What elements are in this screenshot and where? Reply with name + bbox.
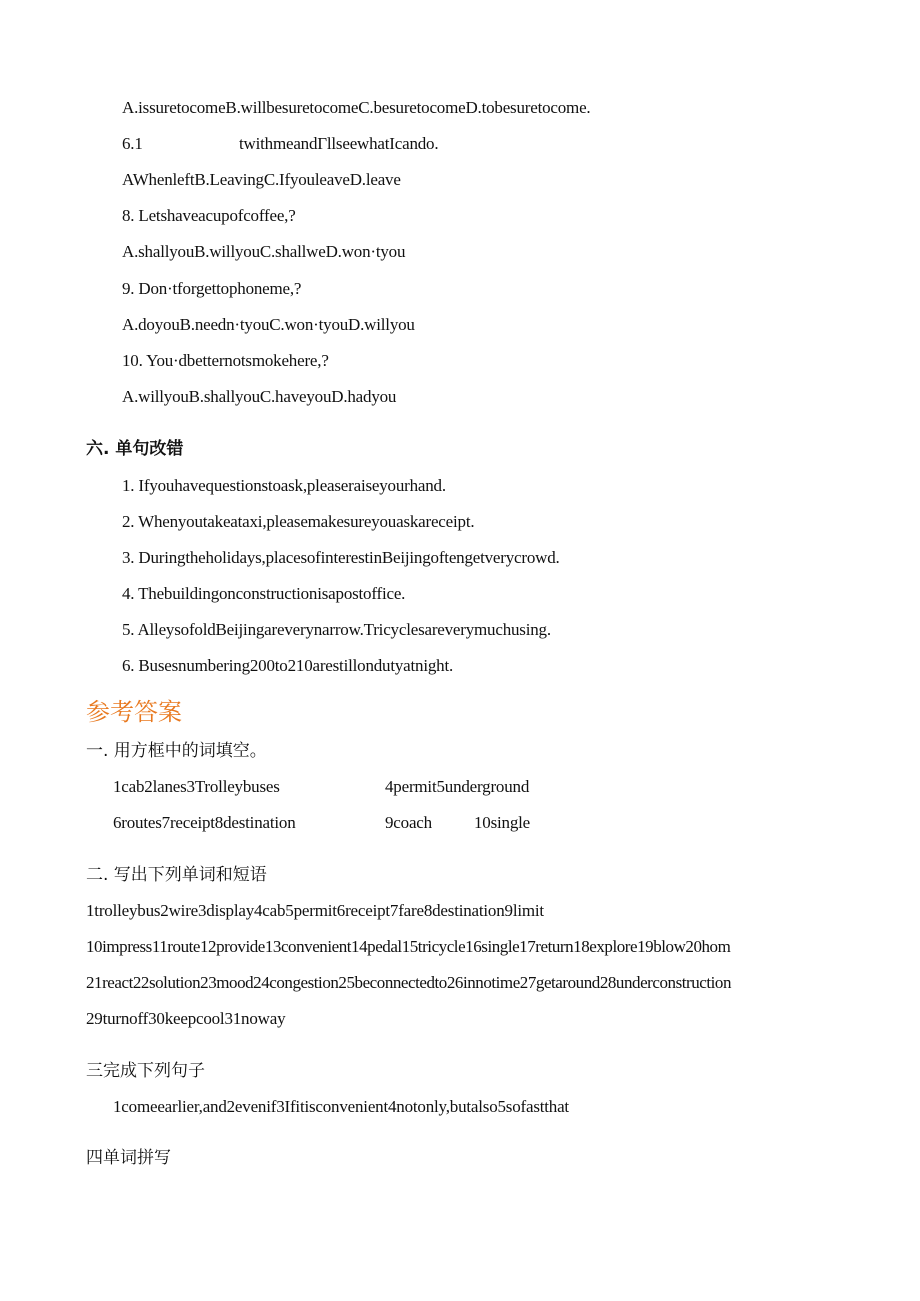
q6-options: AWhenleftB.LeavingC.IfyouleaveD.leave xyxy=(122,170,401,189)
answers-title: 参考答案 xyxy=(86,698,182,726)
answers-part1-title: 一. 用方框中的词填空。 xyxy=(86,741,267,761)
q6-text: twithmeandΓllseewhatIcando. xyxy=(239,134,439,153)
section6-title: 六. 单句改错 xyxy=(86,439,184,459)
answers-part2-line: 10impress11route12provide13convenient14pedal15tricycle16single17return18explore19blow20hom xyxy=(86,937,731,956)
answers-part1-row2-b: 9coach xyxy=(385,813,432,832)
q9-options: A.doyouB.needn·tyouC.won·tyouD.willyou xyxy=(122,315,415,334)
q10-options: A.willyouB.shallyouC.haveyouD.hadyou xyxy=(122,387,397,406)
answers-part2-line: 1trolleybus2wire3display4cab5permit6receipt7fare8destination9limit xyxy=(86,901,544,920)
q8-text: 8. Letshaveacupofcoffee,? xyxy=(122,206,296,225)
section6-item: 3. Duringtheholidays,placesofinterestinBeijingoftengetverycrowd. xyxy=(122,548,560,567)
section6-item: 2. Whenyoutakeataxi,pleasemakesureyouaskareceipt. xyxy=(122,512,475,531)
answers-part1-row2-c: 10single xyxy=(474,813,531,832)
section6-item: 4. Thebuildingonconstructionisapostoffice. xyxy=(122,584,406,603)
q9-text: 9. Don·tforgettophoneme,? xyxy=(122,279,302,298)
section6-item: 6. Busesnumbering200to210arestillondutyatnight. xyxy=(122,656,454,675)
answers-part3-title: 三完成下列句子 xyxy=(86,1061,205,1081)
answers-part1-row1-a: 1cab2lanes3Trolleybuses xyxy=(113,777,280,796)
answers-part2-line: 21react22solution23mood24congestion25beconnectedto26innotime27getaround28underconstruction xyxy=(86,973,732,992)
section6-item: 5. AlleysofoldBeijingareverynarrow.Tricyclesareverymuchusing. xyxy=(122,620,551,639)
q8-options: A.shallyouB.willyouC.shallweD.won·tyou xyxy=(122,242,406,261)
q7-options: A.issuretocomeB.willbesuretocomeC.besuretocomeD.tobesuretocome. xyxy=(122,98,591,117)
answers-part1-row2-a: 6routes7receipt8destination xyxy=(113,813,296,832)
q10-text: 10. You·dbetternotsmokehere,? xyxy=(122,351,329,370)
section6-item: 1. Ifyouhavequestionstoask,pleaseraiseyourhand. xyxy=(122,476,446,495)
answers-part1-row1-b: 4permit5underground xyxy=(385,777,530,796)
answers-part4-title: 四单词拼写 xyxy=(86,1148,171,1168)
answers-part2-title: 二. 写出下列单词和短语 xyxy=(86,865,267,885)
answers-part3-text: 1comeearlier,and2evenif3Ifitisconvenient4notonly,butalso5sofastthat xyxy=(113,1097,569,1116)
q6-number: 6.1 xyxy=(122,134,143,153)
answers-part2-line: 29turnoff30keepcool31noway xyxy=(86,1009,286,1028)
